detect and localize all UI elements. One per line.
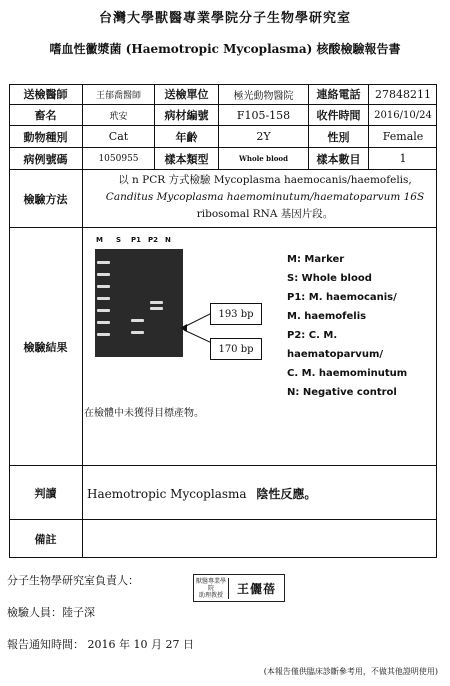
stamp-title-text: 助理教授	[198, 591, 223, 599]
inspector: 檢驗人員：陸子深	[7, 606, 95, 619]
label-pet-name: 畜名	[9, 105, 83, 125]
info-row	[9, 126, 437, 148]
gel-image	[95, 249, 183, 357]
result-note: 在檢體中未獲得目標產物。	[84, 408, 204, 419]
legend-p1: P1: M. haemocanis/	[287, 292, 397, 303]
value-sample-count: 1	[399, 152, 407, 165]
interpretation-label: 判讀	[9, 466, 83, 519]
stamp-dept	[194, 578, 229, 599]
interpretation-text	[87, 485, 316, 502]
method-row	[9, 170, 437, 228]
label-sample-id: 病材編號	[155, 105, 219, 125]
bp-box-lower: 170 bp	[210, 338, 262, 360]
info-row	[9, 105, 437, 126]
value-case-no: 1050955	[83, 148, 155, 169]
method-line-2: Canditus Mycoplasma haemominutum/haematoparvum 16S	[105, 191, 425, 203]
lane-label-s: S	[116, 236, 122, 244]
remarks-row	[9, 520, 437, 558]
legend-p2-cont2: C. M. haemominutum	[287, 368, 408, 379]
value-received: 2016/10/24	[374, 109, 432, 121]
responsible-label: 分子生物學研究室負責人：	[7, 574, 139, 587]
report-date: 報告通知時間： 2016 年 10 月 27 日	[7, 638, 194, 651]
legend-n: N: Negative control	[287, 387, 397, 398]
label-received: 收件時間	[309, 105, 369, 125]
legend-p1-cont: M. haemofelis	[287, 311, 367, 322]
value-sample-id: F105-158	[219, 105, 309, 125]
lane-label-p1: P1	[131, 236, 142, 244]
value-age: 2Y	[219, 126, 309, 147]
p2-band	[150, 307, 163, 310]
legend-m: M: Marker	[287, 254, 345, 265]
method-line-3: ribosomal RNA 基因片段。	[196, 208, 334, 220]
report-title: 嗜血性黴漿菌 (Haemotropic Mycoplasma) 核酸檢驗報告書	[49, 42, 401, 56]
interpretation-prefix: Haemotropic Mycoplasma	[87, 487, 247, 501]
value-unit: 極光動物醫院	[219, 84, 309, 104]
label-case-no: 病例號碼	[9, 148, 83, 169]
legend-p2: P2: C. M.	[287, 330, 338, 341]
disclaimer: (本報告僅供臨床診斷參考用，不做其他證明使用)	[263, 667, 438, 676]
value-species: Cat	[83, 126, 155, 147]
marker-band	[97, 261, 110, 264]
label-age: 年齡	[155, 126, 219, 147]
label-phone: 連絡電話	[309, 84, 369, 104]
result-label: 檢驗結果	[9, 228, 83, 465]
info-row	[9, 148, 437, 170]
arrow-upper	[184, 313, 212, 327]
legend-s: S: Whole blood	[287, 273, 372, 284]
marker-band	[97, 333, 110, 336]
info-row	[9, 84, 437, 105]
label-sex: 性別	[309, 126, 369, 147]
remarks-label: 備註	[9, 520, 83, 558]
marker-band	[97, 285, 110, 288]
value-doctor: 王郁喬醫師	[83, 84, 155, 104]
method-line-1: 以 n PCR 方式檢驗 Mycoplasma haemocanis/haemofelis,	[118, 174, 412, 186]
stamp-name: 王儷蓓	[236, 581, 276, 596]
value-pet-name: 玳安	[83, 105, 155, 125]
label-sample-type: 樣本類型	[155, 148, 219, 169]
label-sample-count: 樣本數目	[309, 148, 369, 169]
lane-label-m: M	[96, 236, 103, 244]
marker-band	[97, 309, 110, 312]
legend-p2-cont: haematoparvum/	[287, 349, 384, 360]
gel-legend	[287, 250, 407, 402]
method-text	[93, 172, 437, 223]
p1-band	[131, 331, 144, 334]
arrow-head	[180, 324, 187, 332]
institution-title: 台灣大學獸醫專業學院分子生物學研究室	[98, 11, 351, 26]
label-unit: 送檢單位	[155, 84, 219, 104]
bp-arrows	[178, 300, 212, 360]
marker-band	[97, 297, 110, 300]
method-label: 檢驗方法	[9, 170, 83, 227]
stamp-small-text: 獸醫專業學院	[195, 577, 226, 592]
signature-stamp	[193, 574, 285, 602]
bp-box-upper: 193 bp	[210, 303, 262, 325]
interpretation-suffix: 陰性反應。	[256, 487, 317, 501]
arrow-lower	[184, 330, 212, 343]
marker-band	[97, 273, 110, 276]
p1-band	[131, 319, 144, 322]
label-species: 動物種別	[9, 126, 83, 147]
marker-band	[97, 321, 110, 324]
value-phone: 27848211	[375, 87, 431, 101]
value-sex: Female	[382, 130, 424, 143]
value-sample-type: Whole blood	[219, 148, 309, 169]
label-doctor: 送檢醫師	[9, 84, 83, 104]
lane-label-n: N	[165, 236, 171, 244]
lane-label-p2: P2	[148, 236, 159, 244]
p2-band	[150, 301, 163, 304]
interpretation-row	[9, 466, 437, 520]
